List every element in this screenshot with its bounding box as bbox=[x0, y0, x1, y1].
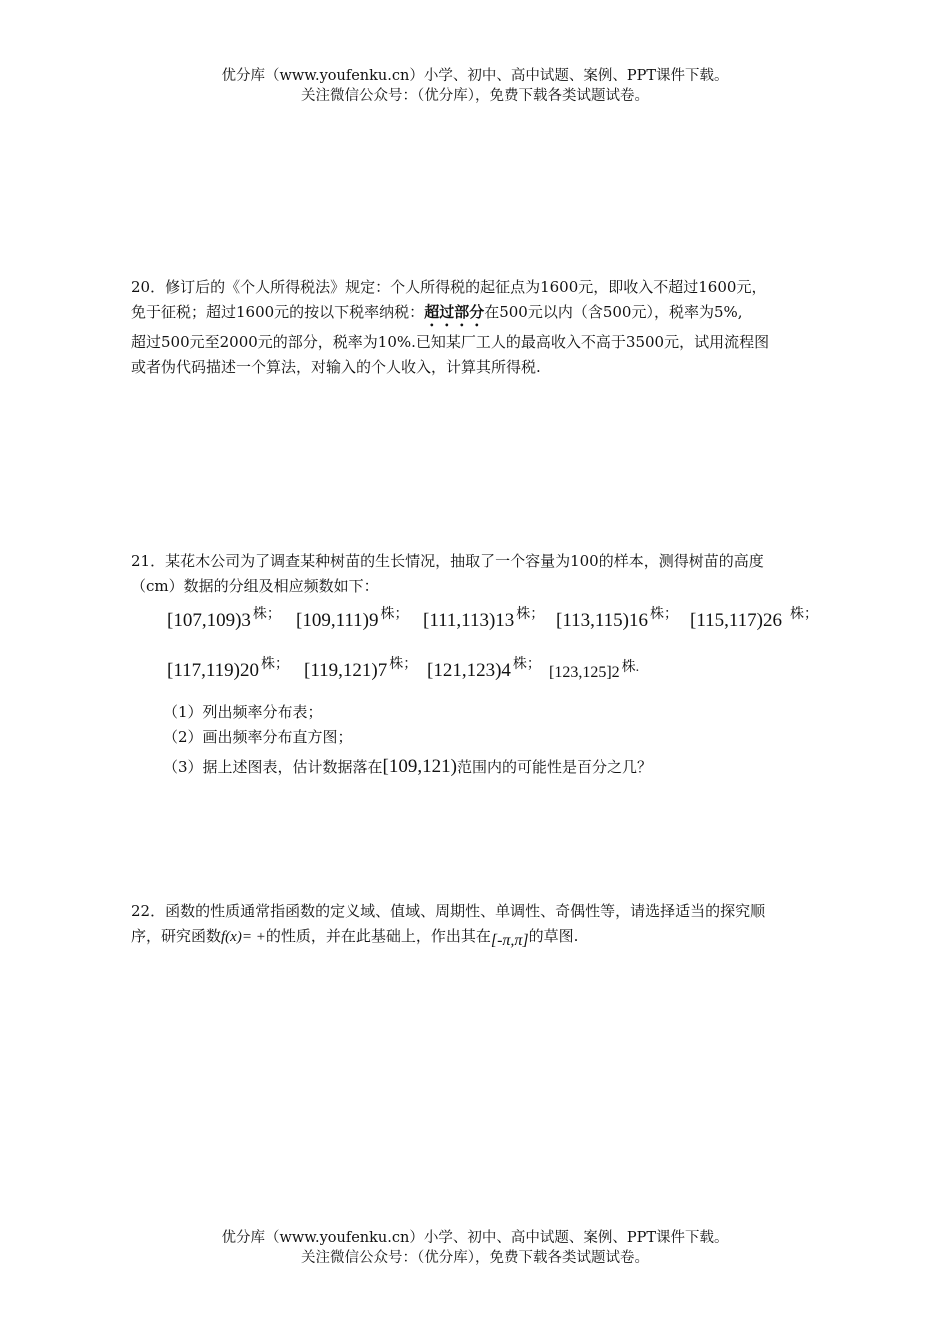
group-count: 2 bbox=[611, 664, 620, 681]
page-header bbox=[0, 66, 950, 106]
question-21 bbox=[131, 549, 834, 599]
group-item bbox=[556, 607, 678, 632]
q20-line-2-b: 在500元以内（含500元），税率为5%, bbox=[484, 303, 743, 321]
q22-line-2-c: 的草图. bbox=[528, 927, 579, 945]
q22-line-2-b: 的性质，并在此基础上，作出其在 bbox=[265, 927, 491, 945]
q20-line-2 bbox=[131, 300, 834, 330]
q20-emphasis: 超过部分 bbox=[424, 303, 485, 321]
group-unit: 株； bbox=[380, 607, 409, 622]
footer-line-1: 优分库（www.youfenku.cn）小学、初中、高中试题、案例、PPT课件下载。 bbox=[221, 1230, 729, 1246]
group-item bbox=[167, 657, 289, 682]
group-interval: [123,125] bbox=[549, 664, 612, 681]
group-count: 16 bbox=[629, 610, 648, 631]
group-count: 9 bbox=[369, 610, 379, 631]
q21-sub-1: （1）列出频率分布表； bbox=[163, 703, 323, 721]
footer-line-2: 关注微信公众号：（优分库），免费下载各类试题试卷。 bbox=[301, 1250, 649, 1266]
q22-function: f(x)= + bbox=[221, 929, 266, 945]
group-unit: 株； bbox=[512, 657, 541, 672]
q22-line-2 bbox=[131, 924, 834, 950]
group-interval: [121,123) bbox=[427, 660, 502, 681]
group-interval: [109,111) bbox=[296, 610, 369, 631]
group-unit: 株； bbox=[389, 657, 418, 672]
group-unit: 株； bbox=[261, 657, 289, 672]
question-20 bbox=[131, 275, 834, 380]
q20-line-3: 超过500元至2000元的部分，税率为10%.已知某厂工人的最高收入不高于3500元，试用流程图 bbox=[131, 333, 770, 351]
group-interval: [111,113) bbox=[423, 610, 496, 631]
group-item bbox=[549, 662, 639, 682]
page-footer bbox=[0, 1228, 950, 1268]
group-count: 4 bbox=[501, 660, 511, 681]
group-count: 26 bbox=[763, 610, 782, 631]
group-interval: [117,119) bbox=[167, 660, 240, 681]
group-count: 20 bbox=[240, 660, 259, 681]
q20-line-4: 或者伪代码描述一个算法，对输入的个人收入，计算其所得税. bbox=[131, 358, 541, 376]
group-interval: [107,109) bbox=[167, 610, 242, 631]
header-line-2: 关注微信公众号：（优分库），免费下载各类试题试卷。 bbox=[301, 88, 649, 104]
group-unit: 株. bbox=[621, 660, 640, 675]
group-count: 13 bbox=[495, 610, 515, 631]
q20-line-1: 20．修订后的《个人所得税法》规定：个人所得税的起征点为1600元，即收入不超过1600元， bbox=[131, 278, 767, 296]
group-unit: 株； bbox=[252, 607, 281, 622]
group-interval: [115,117) bbox=[690, 610, 763, 631]
group-unit: 株； bbox=[516, 607, 545, 622]
q22-interval: [-π,π] bbox=[490, 932, 529, 949]
q21-sub-3-b: 范围内的可能性是百分之几？ bbox=[456, 758, 652, 776]
group-count: 7 bbox=[377, 660, 388, 681]
q21-sub-3 bbox=[163, 756, 652, 778]
q21-sub-3-interval: [109,121) bbox=[382, 756, 457, 777]
group-item bbox=[690, 607, 818, 632]
q21-line-1: 21．某花木公司为了调查某种树苗的生长情况，抽取了一个容量为100的样本，测得树苗的高度 bbox=[131, 552, 764, 570]
question-22 bbox=[131, 899, 834, 950]
group-item bbox=[427, 657, 541, 682]
q20-line-2-a: 免于征税；超过1600元的按以下税率纳税： bbox=[131, 303, 425, 321]
group-item bbox=[296, 607, 409, 632]
group-interval: [113,115) bbox=[556, 610, 629, 631]
q22-line-2-a: 序，研究函数 bbox=[131, 927, 222, 945]
group-item bbox=[423, 607, 545, 632]
group-item bbox=[167, 607, 281, 632]
group-unit: 株； bbox=[790, 607, 818, 622]
group-unit: 株； bbox=[650, 607, 678, 622]
group-count: 3 bbox=[241, 610, 251, 631]
header-line-1: 优分库（www.youfenku.cn）小学、初中、高中试题、案例、PPT课件下载。 bbox=[221, 68, 729, 84]
q22-line-1: 22．函数的性质通常指函数的定义域、值域、周期性、单调性、奇偶性等，请选择适当的探究顺 bbox=[131, 902, 766, 920]
q21-sub-2: （2）画出频率分布直方图； bbox=[163, 728, 353, 746]
group-item bbox=[304, 657, 418, 682]
q21-line-2: （cm）数据的分组及相应频数如下： bbox=[131, 577, 379, 595]
q21-sub-3-a: （3）据上述图表，估计数据落在 bbox=[163, 758, 383, 776]
group-interval: [119,121) bbox=[304, 660, 378, 681]
